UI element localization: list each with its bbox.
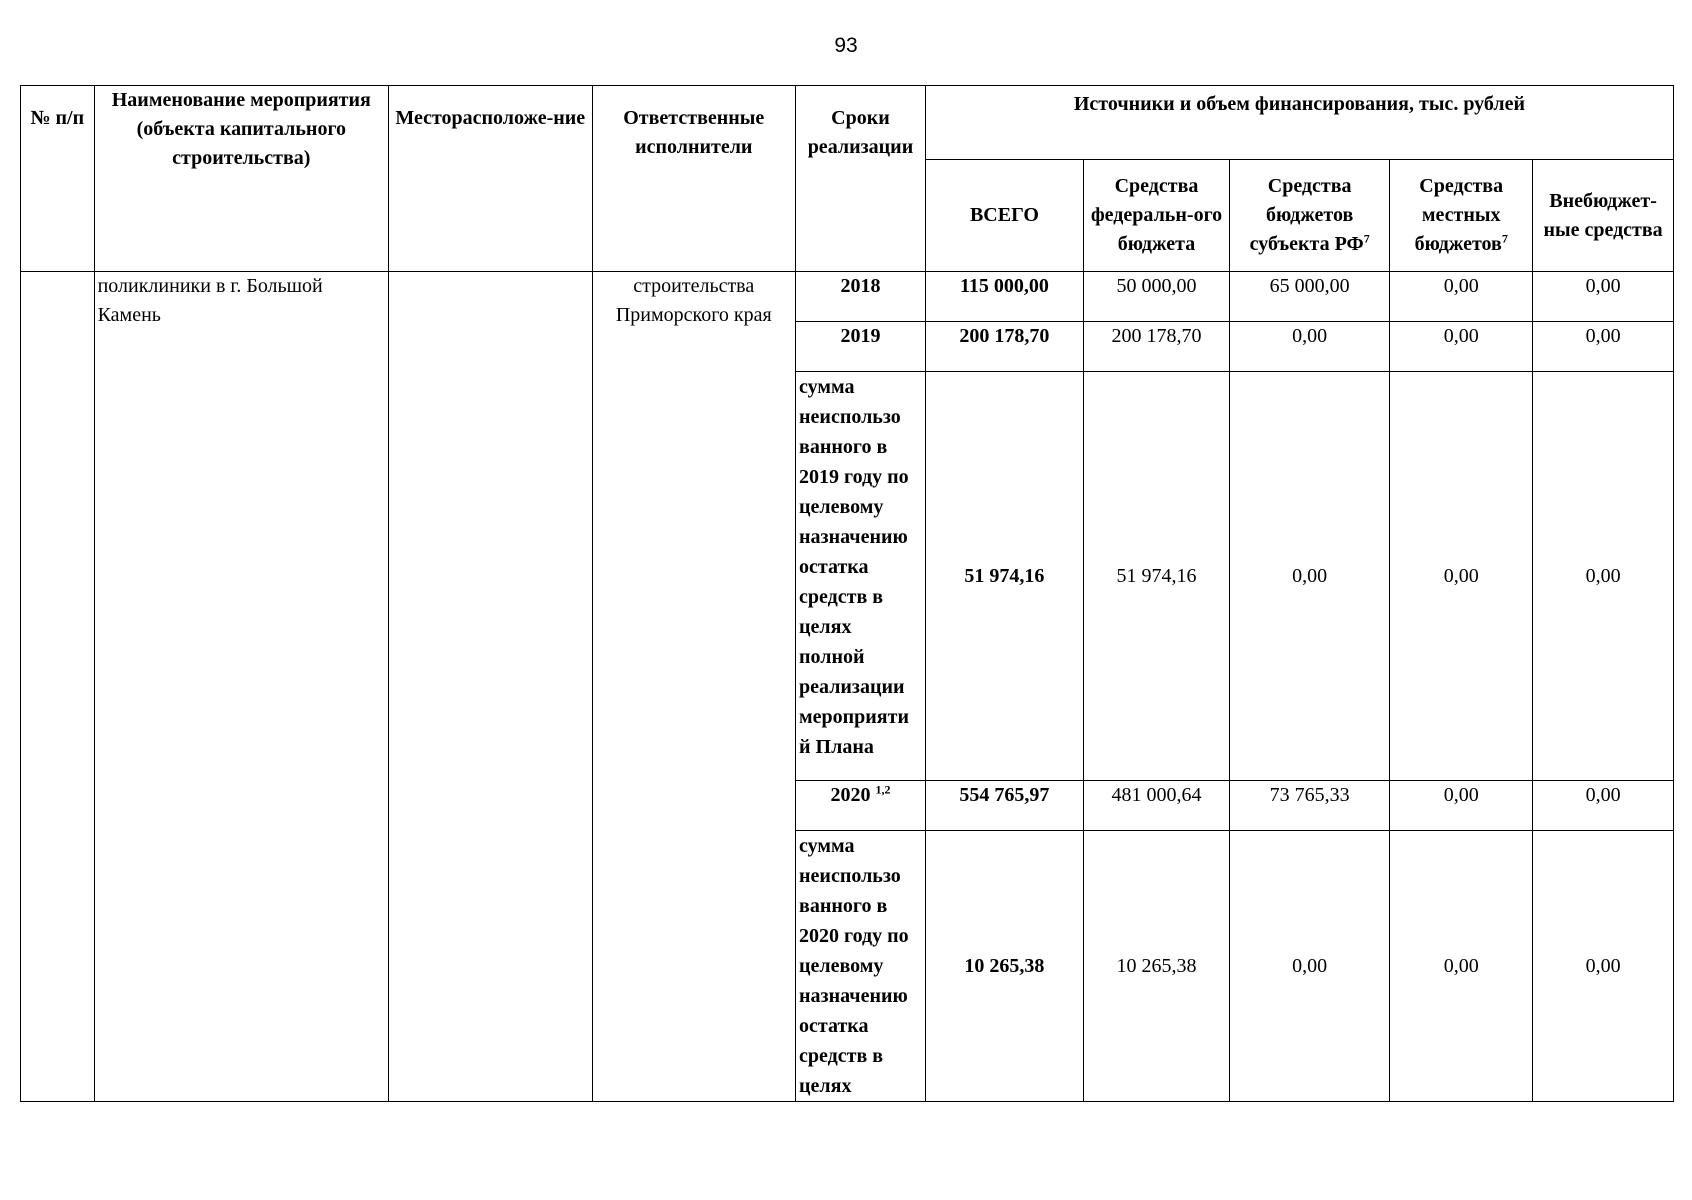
header-period: Сроки реализации xyxy=(796,86,926,272)
period-footnote: 1,2 xyxy=(875,782,891,797)
offbudget-cell: 0,00 xyxy=(1533,372,1674,781)
table-header xyxy=(21,86,1674,272)
total-cell: 554 765,97 xyxy=(925,781,1083,831)
table-body xyxy=(21,272,1674,1102)
header-local-footnote: 7 xyxy=(1501,231,1508,246)
header-num: № п/п xyxy=(21,86,95,272)
total-cell: 200 178,70 xyxy=(925,322,1083,372)
period-label: 2019 xyxy=(840,325,881,347)
local-cell: 0,00 xyxy=(1390,322,1533,372)
offbudget-cell: 0,00 xyxy=(1533,272,1674,322)
subject-cell: 0,00 xyxy=(1230,372,1390,781)
object-location-cell xyxy=(389,272,593,1102)
header-local-label: Средства местных бюджетов xyxy=(1414,175,1504,255)
subject-cell: 73 765,33 xyxy=(1230,781,1390,831)
local-cell: 0,00 xyxy=(1390,272,1533,322)
object-name-cell: поликлиники в г. Большой Камень xyxy=(94,272,388,1102)
federal-cell: 51 974,16 xyxy=(1083,372,1229,781)
period-label: 2018 xyxy=(840,275,881,297)
total-cell: 51 974,16 xyxy=(925,372,1083,781)
header-name: Наименование мероприятия (объекта капитального строительства) xyxy=(94,86,388,272)
header-local xyxy=(1390,160,1533,272)
period-cell xyxy=(796,831,926,1102)
financing-table xyxy=(20,85,1674,1102)
header-executors: Ответственные исполнители xyxy=(592,86,796,272)
subject-cell: 0,00 xyxy=(1230,322,1390,372)
object-executors-cell: строительства Приморского края xyxy=(592,272,796,1102)
header-offbudget: Внебюджет-ные средства xyxy=(1533,160,1674,272)
total-cell: 115 000,00 xyxy=(925,272,1083,322)
offbudget-cell: 0,00 xyxy=(1533,322,1674,372)
federal-cell: 200 178,70 xyxy=(1083,322,1229,372)
offbudget-cell: 0,00 xyxy=(1533,781,1674,831)
offbudget-cell: 0,00 xyxy=(1533,831,1674,1102)
header-financing: Источники и объем финансирования, тыс. рублей xyxy=(925,86,1673,160)
period-cell xyxy=(796,781,926,831)
federal-cell: 50 000,00 xyxy=(1083,272,1229,322)
period-cell xyxy=(796,372,926,781)
local-cell: 0,00 xyxy=(1390,831,1533,1102)
local-cell: 0,00 xyxy=(1390,781,1533,831)
header-subject-label: Средства бюджетов субъекта РФ xyxy=(1249,175,1364,255)
period-cell xyxy=(796,272,926,322)
header-location: Месторасположе-ние xyxy=(389,86,593,272)
period-cell xyxy=(796,322,926,372)
total-cell: 10 265,38 xyxy=(925,831,1083,1102)
page-number: 93 xyxy=(834,34,858,57)
header-federal: Средства федеральн-ого бюджета xyxy=(1083,160,1229,272)
table-row xyxy=(21,272,1674,322)
subject-cell: 65 000,00 xyxy=(1230,272,1390,322)
header-subject xyxy=(1230,160,1390,272)
period-label: сумма неиспользо ванного в 2019 году по целевому назначению остатка средств в целях полной реализации мероприяти й Плана xyxy=(799,376,909,758)
period-label: сумма неиспользо ванного в 2020 году по целевому назначению остатка средств в целях xyxy=(799,835,909,1097)
subject-cell: 0,00 xyxy=(1230,831,1390,1102)
federal-cell: 10 265,38 xyxy=(1083,831,1229,1102)
header-subject-footnote: 7 xyxy=(1363,231,1370,246)
local-cell: 0,00 xyxy=(1390,372,1533,781)
object-num-cell xyxy=(21,272,95,1102)
header-total: ВСЕГО xyxy=(925,160,1083,272)
period-label: 2020 xyxy=(830,784,871,806)
federal-cell: 481 000,64 xyxy=(1083,781,1229,831)
